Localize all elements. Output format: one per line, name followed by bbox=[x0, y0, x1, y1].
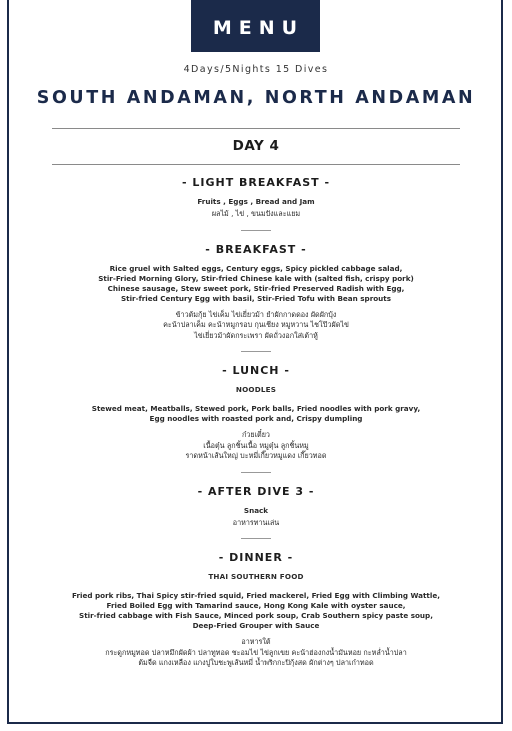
dish-line-en: Stir-fried Century Egg with basil, Stir-Fried Tofu with Bean sprouts bbox=[120, 293, 392, 303]
dish-line-th: ก๋วยเตี๋ยว bbox=[242, 430, 270, 439]
dish-line-en: Deep-Fried Grouper with Sauce bbox=[192, 621, 320, 630]
dish-line-th: กระดูกหมูทอด ปลาหมึกผัดผ้า ปลาทูทอด ชะอมไข่ ไข่ลูกเขย คะน้าฮ่องกงน้ำมันหอย กะหล่ำน้ำปลา bbox=[105, 647, 407, 657]
dish-list-en: Snack bbox=[243, 505, 269, 515]
section-subtitle: THAI SOUTHERN FOOD bbox=[208, 572, 304, 581]
dish-line-en: Stir-Fried Morning Glory, Stir-fried Chinese kale with (salted fish, crispy pork) bbox=[98, 273, 414, 283]
section-subtitle: NOODLES bbox=[235, 385, 277, 394]
section-separator bbox=[241, 472, 271, 473]
dish-line-th: ราดหน้าเส้นใหญ่ บะหมี่เกี๊ยวหมูแดง เกี๊ยวทอด bbox=[185, 451, 327, 460]
top-divider bbox=[52, 128, 460, 129]
dish-line-th: ข้าวต้มกุ้ย ไข่เค็ม ไข่เยี่ยวม้า ยำผักกาดดอง ผัดผักบุ้ง bbox=[175, 309, 337, 319]
dish-line-th: คะน้าปลาเค็ม คะน้าหมูกรอบ กุนเชียง หมูหวาน ไชโป๊วผัดไข่ bbox=[163, 320, 349, 329]
section-separator bbox=[241, 538, 271, 539]
menu-header-tab: MENU bbox=[191, 0, 320, 52]
section-title: - AFTER DIVE 3 - bbox=[197, 484, 315, 498]
section-separator bbox=[241, 230, 271, 231]
dish-line-en: Stir-fried cabbage with Fish Sauce, Minced pork soup, Crab Southern spicy paste soup, bbox=[79, 611, 433, 620]
after-dive-section bbox=[0, 485, 512, 529]
lunch-section bbox=[0, 364, 512, 462]
day-title: DAY 4 bbox=[232, 138, 280, 154]
menu-content bbox=[0, 176, 512, 669]
route-title: SOUTH ANDAMAN, NORTH ANDAMAN bbox=[36, 88, 476, 108]
dish-line-th: ไข่เยี่ยวม้าผัดกระเพรา ผัดถั่วงอกใส่เต้าหู้ bbox=[194, 330, 318, 340]
day-divider bbox=[52, 164, 460, 165]
dish-line-en: Chinese sausage, Stew sweet pork, Stir-fried Preserved Radish with Egg, bbox=[107, 283, 405, 293]
dish-line-en: Egg noodles with roasted pork and, Crispy dumpling bbox=[149, 414, 363, 423]
dish-line-th: ต้มจืด แกงเหลือง แกงปูใบชะพูเส้นหมี่ น้ำพริกกะปิกุ้งสด ผักต่างๆ ปลาเก๋าทอด bbox=[138, 658, 374, 667]
section-title: - LUNCH - bbox=[222, 364, 290, 377]
light-breakfast-section bbox=[0, 176, 512, 220]
dish-line-th: เนื้อตุ๋น ลูกชิ้นเนื้อ หมูตุ๋น ลูกชิ้นหมู bbox=[203, 440, 309, 450]
breakfast-section bbox=[0, 243, 512, 342]
section-title: - LIGHT BREAKFAST - bbox=[181, 176, 331, 189]
section-title: - DINNER - bbox=[218, 551, 294, 564]
dish-line-en: Stewed meat, Meatballs, Stewed pork, Pork balls, Fried noodles with pork gravy, bbox=[91, 404, 421, 413]
section-title: - BREAKFAST - bbox=[205, 242, 307, 256]
dish-list-th: ผลไม้ , ไข่ , ขนมปังและแยม bbox=[211, 209, 301, 218]
dish-list-en: Fruits , Eggs , Bread and Jam bbox=[197, 197, 315, 206]
dish-line-th: อาหารใต้ bbox=[241, 637, 271, 646]
dish-line-en: Rice gruel with Salted eggs, Century eggs, Spicy pickled cabbage salad, bbox=[109, 263, 403, 273]
section-separator bbox=[241, 351, 271, 352]
dish-list-th: อาหารทานเล่น bbox=[232, 517, 280, 527]
dinner-section bbox=[0, 551, 512, 669]
dish-line-en: Fried pork ribs, Thai Spicy stir-fried squid, Fried mackerel, Fried Egg with Climbing Wattle, bbox=[72, 591, 440, 600]
dish-line-en: Fried Boiled Egg with Tamarind sauce, Hong Kong Kale with oyster sauce, bbox=[106, 601, 406, 610]
trip-duration: 4Days/5Nights 15 Dives bbox=[183, 64, 329, 75]
